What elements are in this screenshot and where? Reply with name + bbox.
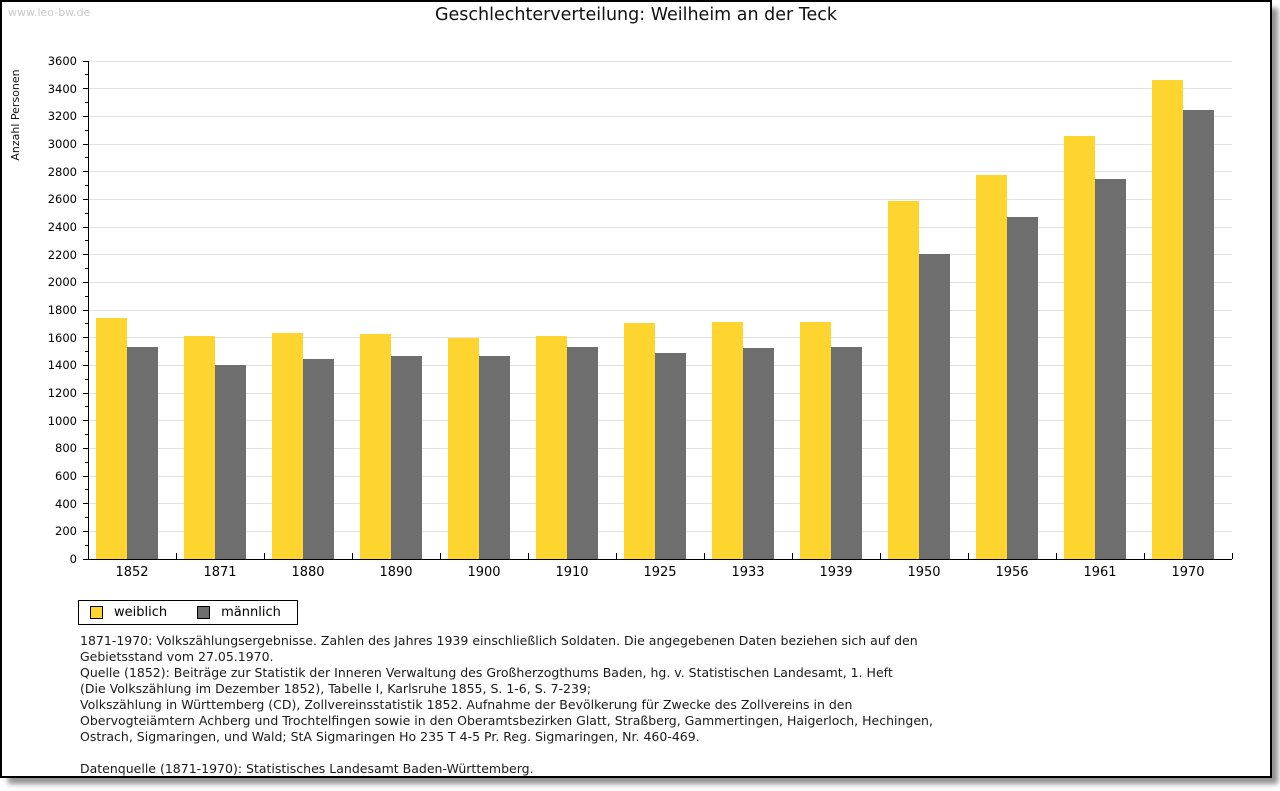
legend [78, 600, 298, 625]
y-axis-tick-label: 1200 [47, 386, 77, 400]
y-axis-tick-minor [85, 545, 89, 546]
x-axis-label: 1910 [555, 565, 589, 580]
bar-männlich-1871 [215, 365, 246, 559]
watermark: www.leo-bw.de [8, 6, 91, 19]
gridline [89, 254, 1232, 255]
y-axis-tick-minor [85, 102, 89, 103]
x-axis-label: 1933 [731, 565, 765, 580]
y-axis-tick [83, 144, 89, 145]
y-axis-tick-minor [85, 130, 89, 131]
footnote-line: Obervogteiämtern Achberg und Trochtelfingen sowie in den Oberamtsbezirken Glatt, Straßberg, Gammertingen, Haigerloch, Hechingen, [80, 713, 933, 728]
x-axis-tick [352, 553, 353, 559]
x-axis-label: 1939 [819, 565, 853, 580]
y-axis-tick-label: 2400 [47, 220, 77, 234]
y-axis-tick [83, 337, 89, 338]
bar-weiblich-1950 [888, 201, 919, 559]
legend-swatch-weiblich [90, 606, 103, 619]
legend-swatch-männlich [197, 606, 210, 619]
footnote-line: Ostrach, Sigmaringen, und Wald; StA Sigmaringen Ho 235 T 4-5 Pr. Reg. Sigmaringen, Nr. 460-469. [80, 729, 700, 744]
gridline [89, 282, 1232, 283]
gridline [89, 310, 1232, 311]
x-axis-label: 1970 [1171, 565, 1205, 580]
y-axis-tick [83, 393, 89, 394]
y-axis-tick-label: 3000 [47, 137, 77, 151]
plot-area [47, 54, 1232, 566]
bar-weiblich-1939 [800, 322, 831, 559]
y-axis-tick [83, 365, 89, 366]
y-axis-tick-minor [85, 489, 89, 490]
y-axis-tick-minor [85, 434, 89, 435]
y-axis-tick-minor [85, 406, 89, 407]
y-axis-tick [83, 503, 89, 504]
legend-item-männlich [197, 605, 281, 620]
y-axis-tick [83, 171, 89, 172]
y-axis-tick-minor [85, 268, 89, 269]
footnote-line: Volkszählung in Württemberg (CD), Zollvereinsstatistik 1852. Aufnahme der Bevölkerung für Zwecke des Zollvereins in den [80, 697, 853, 712]
y-axis-tick-label: 2800 [47, 164, 77, 179]
bar-männlich-1880 [303, 359, 334, 559]
y-axis-tick-label: 200 [55, 524, 77, 539]
bar-männlich-1910 [567, 347, 598, 559]
x-axis-label: 1961 [1083, 565, 1117, 580]
x-axis-tick [440, 553, 441, 559]
x-axis-label: 1900 [467, 565, 501, 580]
y-axis-tick-minor [85, 517, 89, 518]
y-axis-tick [83, 116, 89, 117]
y-axis-tick-label: 1600 [47, 330, 77, 345]
y-axis-tick-label: 1400 [47, 358, 77, 373]
y-axis-tick-label: 800 [55, 441, 77, 456]
y-axis-tick [83, 559, 89, 560]
gridline [89, 144, 1232, 145]
y-axis-title: Anzahl Personen [9, 69, 22, 161]
bar-männlich-1950 [919, 254, 950, 559]
y-axis-tick-label: 600 [55, 469, 77, 483]
y-axis-tick-minor [85, 323, 89, 324]
y-axis-tick [83, 61, 89, 62]
y-axis-tick-minor [85, 296, 89, 297]
y-axis-tick-minor [85, 240, 89, 241]
y-axis-tick-label: 2000 [47, 275, 77, 290]
bar-weiblich-1961 [1064, 136, 1095, 559]
gridline [89, 88, 1232, 89]
gridline [89, 337, 1232, 338]
gridline [89, 199, 1232, 200]
x-axis-label: 1956 [995, 565, 1029, 580]
x-axis-tick [968, 553, 969, 559]
bar-weiblich-1956 [976, 175, 1007, 559]
bar-weiblich-1933 [712, 322, 743, 559]
bar-männlich-1956 [1007, 217, 1038, 559]
y-axis-tick-label: 1800 [47, 303, 77, 317]
bar-männlich-1852 [127, 347, 158, 559]
x-axis-label: 1852 [115, 565, 149, 580]
y-axis-tick-minor [85, 213, 89, 214]
bar-weiblich-1871 [184, 336, 215, 559]
x-axis-label: 1925 [643, 565, 677, 580]
y-axis-tick [83, 310, 89, 311]
x-axis-tick [528, 553, 529, 559]
y-axis-tick-label: 3200 [47, 109, 77, 124]
footnote-line: 1871-1970: Volkszählungsergebnisse. Zahlen des Jahres 1939 einschließlich Soldaten. Die angegebenen Daten beziehen sich auf den [80, 633, 918, 648]
legend-item-weiblich [90, 605, 167, 620]
y-axis-tick [83, 282, 89, 283]
y-axis-tick [83, 476, 89, 477]
footnotes [80, 633, 933, 777]
x-axis-label: 1871 [203, 565, 237, 580]
gridline [89, 116, 1232, 117]
y-axis-tick-label: 3600 [47, 54, 77, 68]
bar-männlich-1900 [479, 356, 510, 559]
y-axis-tick [83, 448, 89, 449]
x-axis-tick [616, 553, 617, 559]
footnote-line: Datenquelle (1871-1970): Statistisches Landesamt Baden-Württemberg. [80, 761, 534, 776]
page-title: Geschlechterverteilung: Weilheim an der Teck [434, 5, 838, 25]
bar-weiblich-1880 [272, 333, 303, 559]
y-axis-tick [83, 254, 89, 255]
y-axis-tick-minor [85, 157, 89, 158]
bar-weiblich-1925 [624, 323, 655, 559]
y-axis-tick-label: 3400 [47, 81, 77, 96]
y-axis-tick-label: 2200 [47, 247, 77, 262]
y-axis-tick-minor [85, 462, 89, 463]
bar-weiblich-1890 [360, 334, 391, 559]
x-axis-label: 1890 [379, 565, 413, 580]
y-axis-tick-minor [85, 74, 89, 75]
y-axis-tick [83, 88, 89, 89]
x-axis-tick [1056, 553, 1057, 559]
legend-label-weiblich: weiblich [114, 605, 168, 620]
x-axis-tick [1232, 553, 1233, 559]
bar-männlich-1890 [391, 356, 422, 559]
bar-weiblich-1970 [1152, 80, 1183, 559]
y-axis-tick [83, 227, 89, 228]
footnote-line: Quelle (1852): Beiträge zur Statistik der Inneren Verwaltung des Großherzogthums Baden, hg. v. Statistischen Landesamt, 1. Heft [80, 665, 893, 680]
footnote-line [80, 745, 933, 761]
bar-männlich-1933 [743, 348, 774, 559]
x-axis-label: 1950 [907, 565, 941, 580]
x-axis-tick [880, 553, 881, 559]
footnote-line: Gebietsstand vom 27.05.1970. [80, 649, 274, 664]
x-axis-tick [792, 553, 793, 559]
bar-männlich-1925 [655, 353, 686, 559]
gridline [89, 227, 1232, 228]
gridline [89, 61, 1232, 62]
x-axis-tick [704, 553, 705, 559]
y-axis-tick [83, 420, 89, 421]
y-axis-tick-label: 1000 [47, 413, 77, 428]
y-axis-tick-minor [85, 351, 89, 352]
bar-männlich-1970 [1183, 110, 1214, 559]
bar-weiblich-1900 [448, 338, 479, 559]
x-axis-tick [176, 553, 177, 559]
x-axis-tick [264, 553, 265, 559]
bar-männlich-1961 [1095, 179, 1126, 559]
y-axis-tick [83, 199, 89, 200]
footnote-line: (Die Volkszählung im Dezember 1852), Tabelle I, Karlsruhe 1855, S. 1-6, S. 7-239; [80, 681, 592, 696]
bar-männlich-1939 [831, 347, 862, 559]
y-axis-tick-minor [85, 185, 89, 186]
y-axis-tick-label: 400 [55, 496, 77, 511]
y-axis-tick-label: 0 [69, 552, 77, 566]
y-axis-tick-minor [85, 379, 89, 380]
legend-label-männlich: männlich [221, 605, 281, 620]
gridline [89, 171, 1232, 172]
bar-weiblich-1910 [536, 336, 567, 559]
x-axis-labels [88, 565, 1232, 583]
x-axis-label: 1880 [291, 565, 325, 580]
y-axis-tick-label: 2600 [47, 192, 77, 207]
y-axis-tick [83, 531, 89, 532]
bar-weiblich-1852 [96, 318, 127, 559]
x-axis-tick [1144, 553, 1145, 559]
